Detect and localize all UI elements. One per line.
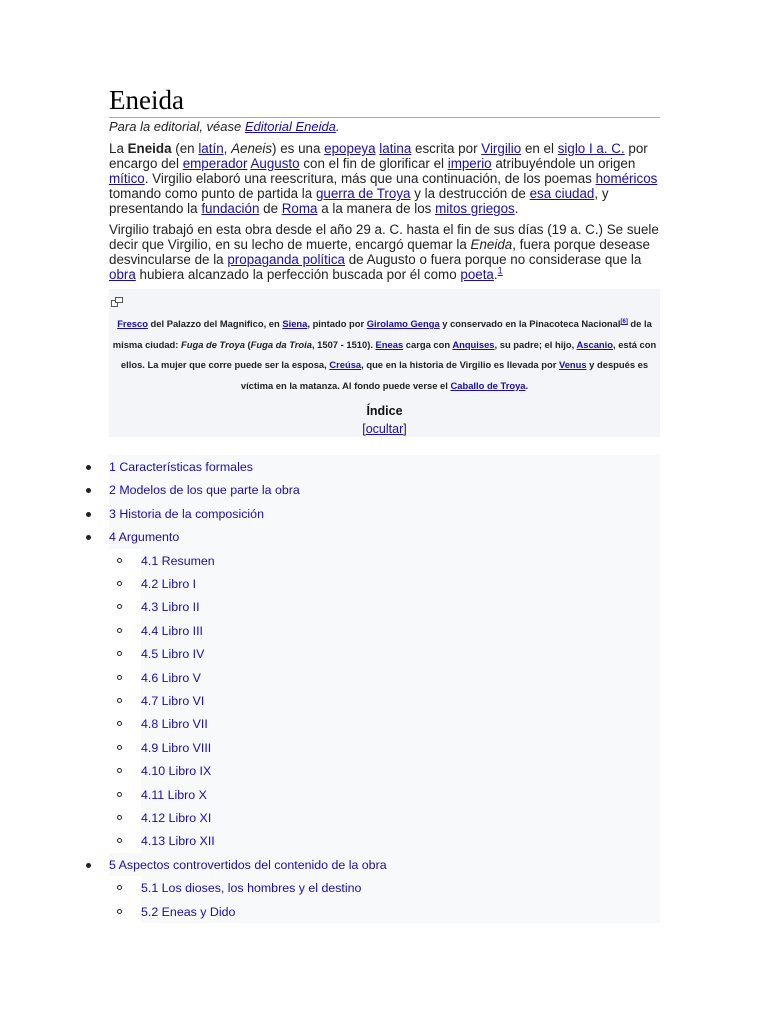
link-fundacion[interactable]: fundación [201, 201, 260, 216]
link-ascanio[interactable]: Ascanio [576, 338, 613, 350]
link-mitico[interactable]: mítico [109, 171, 145, 186]
link-esa-ciudad[interactable]: esa ciudad [529, 186, 595, 201]
toc-item[interactable] [0, 712, 660, 735]
toc-item-label[interactable]: 4.2 Libro I [141, 577, 197, 591]
circle-bullet-icon [117, 815, 122, 820]
bullet-icon [86, 512, 91, 517]
toc-item[interactable] [0, 829, 660, 852]
toc-item-label[interactable]: 5 Aspectos controvertidos del contenido de la obra [109, 857, 387, 872]
intro-paragraph: La Eneida (en latín, Aeneis) es una epopeya latina escrita por Virgilio en el siglo I a. C. por encargo del emperador Augusto con el fin de glorificar el imperio atribuyéndole un origen mítico. Virgilio elaboró una reescritura, más que una continuación, de los poemas homéricos tomando como punto de partida la guerra de Troya y la destrucción de esa ciudad, y presentando la fundación de Roma a la manera de los mitos griegos. [109, 141, 658, 216]
toc-hide-link[interactable]: ocultar [365, 422, 404, 436]
circle-bullet-icon [117, 628, 122, 633]
link-propaganda[interactable]: propaganda política [227, 252, 345, 267]
circle-bullet-icon [117, 651, 122, 656]
image-caption-box [109, 289, 660, 437]
hatnote [109, 119, 340, 134]
link-anquises[interactable]: Anquises [452, 338, 495, 350]
circle-bullet-icon [117, 721, 122, 726]
hatnote-suffix: . [335, 119, 340, 134]
toc-item[interactable] [0, 689, 660, 712]
link-mitos-griegos[interactable]: mitos griegos [435, 201, 515, 216]
bullet-icon [86, 465, 91, 470]
link-roma[interactable]: Roma [281, 201, 318, 216]
link-latin[interactable]: latín [198, 141, 224, 156]
toc-item-label[interactable]: 4.4 Libro III [141, 623, 203, 638]
link-homericos[interactable]: homéricos [595, 171, 658, 186]
toc-item-label[interactable]: 4.10 Libro IX [141, 764, 212, 779]
link-caballo-troya[interactable]: Caballo de Troya [450, 379, 526, 391]
circle-bullet-icon [117, 792, 122, 797]
toc-item-label[interactable]: 5.1 Los dioses, los hombres y el destino [141, 881, 362, 896]
bullet-icon [86, 863, 91, 868]
circle-bullet-icon [117, 885, 122, 890]
toc-item-label[interactable]: 4.1 Resumen [141, 553, 215, 568]
toc-item-label[interactable]: 4.9 Libro VIII [141, 740, 212, 755]
link-guerra-troya[interactable]: guerra de Troya [315, 186, 411, 201]
toc-item-label[interactable]: 4 Argumento [109, 530, 180, 545]
toc-item[interactable] [0, 642, 660, 665]
toc-item-label[interactable]: 5.2 Eneas y Dido [141, 904, 236, 919]
link-siena[interactable]: Siena [282, 318, 308, 329]
toc-item[interactable] [0, 572, 660, 595]
toc-item-label[interactable]: 4.8 Libro VII [141, 717, 208, 732]
hatnote-link[interactable]: Editorial Eneida [244, 119, 336, 134]
page-title: Eneida [109, 84, 660, 118]
circle-bullet-icon [117, 768, 122, 773]
toc-item[interactable] [0, 876, 660, 899]
enlarge-icon[interactable] [111, 297, 123, 307]
toc-title: Índice [366, 404, 403, 418]
toc-toggle: [ocultar] [362, 422, 407, 436]
toc-item-label[interactable]: 1 Características formales [109, 460, 253, 474]
link-virgilio[interactable]: Virgilio [481, 141, 522, 156]
link-latina[interactable]: latina [379, 141, 412, 156]
circle-bullet-icon [117, 675, 122, 680]
link-eneas[interactable]: Eneas [375, 338, 404, 350]
reference-6[interactable]: [6] [620, 318, 628, 325]
link-venus[interactable]: Venus [558, 359, 587, 370]
hatnote-text: Para la editorial, véase [109, 119, 245, 134]
toc-item[interactable] [0, 502, 660, 525]
link-emperador[interactable]: emperador [182, 156, 248, 171]
composition-paragraph: Virgilio trabajó en esta obra desde el año 29 a. C. hasta el fin de sus días (19 a. C.) Se suele decir que Virgilio, en su lecho de muerte, encargó quemar la Eneida, fuera porque desease desvincularse de la propaganda política de Augusto o fuera porque no considerase que la obra hubiera alcanzado la perfección buscada por él como poeta.$^1$ [109, 222, 659, 282]
bullet-icon [86, 488, 91, 493]
toc-item[interactable] [0, 759, 660, 782]
toc-item[interactable] [0, 595, 660, 618]
circle-bullet-icon [117, 604, 122, 609]
toc-item[interactable] [0, 806, 660, 829]
toc-item[interactable] [0, 549, 660, 572]
toc-item[interactable] [0, 666, 660, 689]
link-imperio[interactable]: imperio [447, 156, 492, 171]
latin-name: Aeneis [231, 141, 273, 156]
link-obra[interactable]: obra [109, 267, 136, 282]
circle-bullet-icon [117, 745, 122, 750]
toc-item[interactable] [0, 853, 660, 876]
circle-bullet-icon [117, 838, 122, 843]
link-fresco[interactable]: Fresco [117, 318, 148, 329]
bold-title: Eneida [127, 141, 172, 156]
toc-item[interactable] [0, 783, 660, 806]
bullet-icon [86, 535, 91, 540]
link-genga[interactable]: Girolamo Genga [366, 318, 440, 329]
toc-item[interactable] [0, 455, 660, 478]
toc-item[interactable] [0, 478, 660, 501]
toc-item-label[interactable]: 4.5 Libro IV [141, 647, 205, 662]
toc-item[interactable] [0, 736, 660, 759]
circle-bullet-icon [117, 698, 122, 703]
image-caption: Fresco del Palazzo del Magnifico, en Siena, pintado por Girolamo Genga y conservado en la Pinacoteca Nacional[6] de la misma ciudad: Fuga de Troya (Fuga da Troia, 1507 - 1510). Eneas carga con Anquises, su padre; el hijo, Ascanio, está con ellos. La mujer que corre puede ser la esposa, Creúsa, que en la historia de Virgilio es llevada por Venus y después es víctima en la matanza. Al fondo puede verse el Caballo de Troya. [112, 318, 657, 391]
reference-1[interactable]: 1 [497, 265, 503, 276]
link-poeta[interactable]: poeta [460, 267, 494, 282]
toc-item-label[interactable]: 3 Historia de la composición [109, 506, 264, 521]
eneida-italic: Eneida [470, 237, 513, 252]
toc-item-label[interactable]: 4.12 Libro XI [141, 811, 212, 825]
circle-bullet-icon [117, 558, 122, 563]
link-augusto[interactable]: Augusto [250, 156, 300, 171]
circle-bullet-icon [117, 909, 122, 914]
toc-item-label[interactable]: 4.11 Libro X [141, 787, 207, 802]
toc-item-label[interactable]: 4.13 Libro XII [141, 834, 215, 849]
toc-item-label[interactable]: 4.6 Libro V [141, 670, 201, 685]
toc-item-label[interactable]: 4.7 Libro VI [141, 694, 205, 708]
toc-item-label[interactable]: 4.3 Libro II [141, 600, 200, 615]
link-creusa[interactable]: Creúsa [329, 359, 362, 370]
toc-item[interactable] [0, 900, 660, 923]
link-epopeya[interactable]: epopeya [324, 141, 376, 156]
toc-item[interactable] [0, 619, 660, 642]
toc-item-label[interactable]: 2 Modelos de los que parte la obra [109, 483, 300, 498]
link-siglo[interactable]: siglo I a. C. [557, 141, 625, 156]
circle-bullet-icon [117, 581, 122, 586]
toc-item[interactable] [0, 525, 660, 548]
